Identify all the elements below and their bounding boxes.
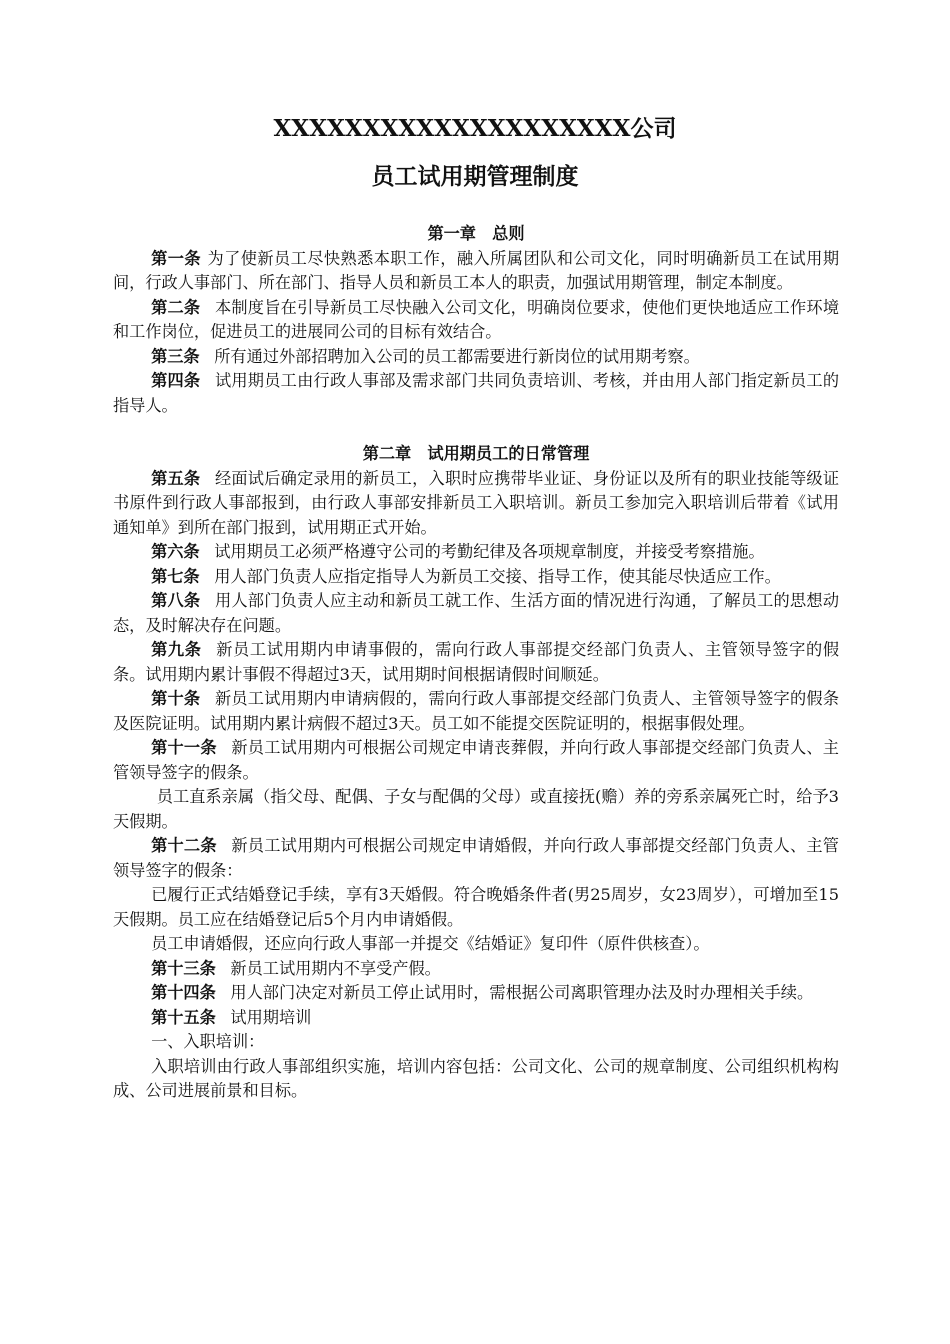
article-11 (113, 736, 839, 785)
article-12-paragraph-2: 员工申请婚假，还应向行政人事部一并提交《结婚证》复印件（原件供核查）。 (151, 934, 710, 953)
article-text: 用人部门决定对新员工停止试用时，需根据公司离职管理办法及时办理相关手续。 (230, 983, 814, 1002)
article-label: 第三条 (151, 346, 200, 366)
article-text: 用人部门负责人应主动和新员工就工作、生活方面的情况进行沟通，了解员工的思想动态，及时解决存在问题。 (113, 591, 840, 635)
article-15-subheading: 一、入职培训： (151, 1032, 265, 1051)
article-12-paragraph-1: 已履行正式结婚登记手续，享有3天婚假。符合晚婚条件者(男25周岁，女23周岁），可增加至15天假期。员工应在结婚登记后5个月内申请婚假。 (113, 885, 839, 929)
company-title: XXXXXXXXXXXXXXXXXXXX公司 (273, 115, 677, 142)
article-label: 第五条 (151, 468, 201, 488)
article-8 (113, 589, 839, 638)
article-label: 第十四条 (151, 983, 216, 1002)
article-12 (113, 834, 839, 883)
article-text: 试用期员工由行政人事部及需求部门共同负责培训、考核，并由用人部门指定新员工的指导人。 (113, 371, 840, 415)
document-title: 员工试用期管理制度 (371, 163, 579, 190)
article-text: 经面试后确定录用的新员工，入职时应携带毕业证、身份证以及所有的职业技能等级证书原件到行政人事部报到，由行政人事部安排新员工入职培训。新员工参加完入职培训后带着《试用通知单》到所在部门报到，试用期正式开始。 (113, 468, 840, 537)
article-label: 第四条 (151, 371, 201, 390)
article-6 (113, 540, 839, 565)
article-text: 为了使新员工尽快熟悉本职工作，融入所属团队和公司文化，同时明确新员工在试用期间，行政人事部门、所在部门、指导人员和新员工本人的职责，加强试用期管理，制定本制度。 (113, 248, 840, 292)
article-9 (113, 638, 839, 687)
article-7 (113, 565, 839, 590)
article-5 (113, 467, 839, 541)
article-15 (113, 1006, 839, 1031)
article-label: 第十一条 (151, 738, 217, 757)
document-body (113, 222, 839, 1104)
article-text: 新员工试用期内申请事假的，需向行政人事部提交经部门负责人、主管领导签字的假条。试用期内累计事假不得超过3天，试用期时间根据请假时间顺延。 (113, 640, 840, 684)
article-13 (113, 957, 839, 982)
article-label: 第十三条 (151, 958, 216, 978)
article-11-paragraph: 员工直系亲属（指父母、配偶、子女与配偶的父母）或直接抚(赡）养的旁系亲属死亡时，给予3天假期。 (113, 787, 839, 831)
article-text: 新员工试用期内可根据公司规定申请丧葬假，并向行政人事部提交经部门负责人、主管领导签字的假条。 (113, 738, 839, 782)
article-2 (113, 296, 839, 345)
article-label: 第十条 (151, 689, 201, 708)
article-text: 所有通过外部招聘加入公司的员工都需要进行新岗位的试用期考察。 (214, 346, 700, 366)
article-15-paragraph: 入职培训由行政人事部组织实施，培训内容包括：公司文化、公司的规章制度、公司组织机构构成、公司进展前景和目标。 (113, 1056, 839, 1100)
article-text: 用人部门负责人应指定指导人为新员工交接、指导工作，使其能尽快适应工作。 (214, 566, 781, 586)
article-text: 试用期培训 (230, 1007, 312, 1027)
chapter-heading: 第二章 试用期员工的日常管理 (362, 444, 590, 463)
article-text: 新员工试用期内不享受产假。 (230, 958, 441, 978)
chapter-heading: 第一章 总则 (427, 224, 525, 243)
article-label: 第二条 (151, 297, 201, 317)
article-14 (113, 981, 839, 1006)
article-1 (113, 247, 839, 296)
article-label: 第七条 (151, 566, 200, 586)
article-text: 新员工试用期内可根据公司规定申请婚假，并向行政人事部提交经部门负责人、主管领导签字的假条： (113, 836, 839, 880)
article-3 (113, 345, 839, 370)
article-4 (113, 369, 839, 418)
article-label: 第八条 (151, 591, 201, 610)
article-text: 新员工试用期内申请病假的，需向行政人事部提交经部门负责人、主管领导签字的假条及医院证明。试用期内累计病假不超过3天。员工如不能提交医院证明的，根据事假处理。 (113, 689, 840, 733)
article-text: 本制度旨在引导新员工尽快融入公司文化，明确岗位要求，使他们更快地适应工作环境和工作岗位，促进员工的进展同公司的目标有效结合。 (113, 297, 840, 341)
article-label: 第十二条 (151, 836, 217, 855)
article-label: 第九条 (151, 640, 202, 659)
article-label: 第十五条 (151, 1007, 216, 1027)
article-label: 第一条 (151, 248, 201, 268)
article-text: 试用期员工必须严格遵守公司的考勤纪律及各项规章制度，并接受考察措施。 (214, 542, 765, 561)
article-10 (113, 687, 839, 736)
article-label: 第六条 (151, 542, 200, 561)
